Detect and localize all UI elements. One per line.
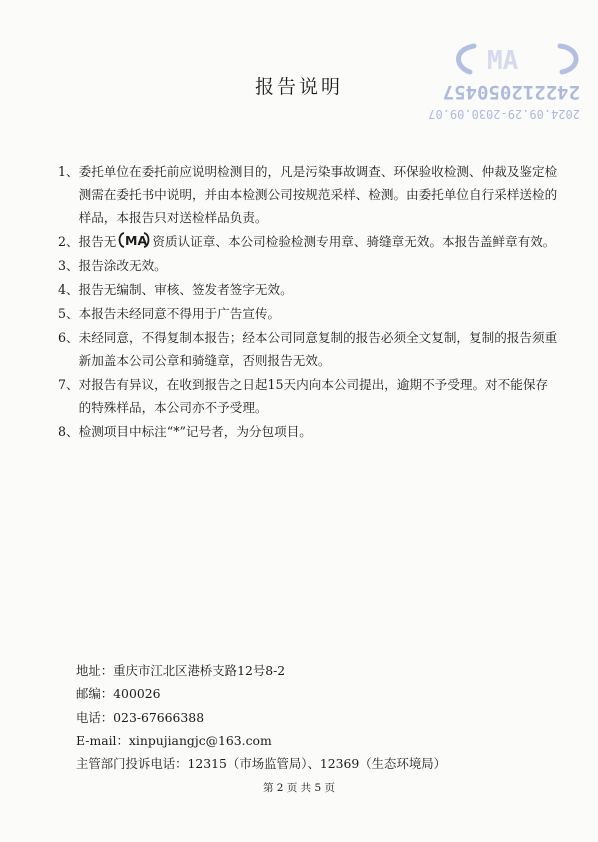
list-item xyxy=(58,302,558,325)
list-item xyxy=(58,160,558,229)
stamp-validity: 2024.09.29-2030.09.07 xyxy=(428,107,580,121)
phone: 电话：023-67666388 xyxy=(76,709,205,725)
postcode: 邮编：400026 xyxy=(76,686,161,702)
item-text: 未经同意，不得复制本报告；经本公司同意复制的报告必须全文复制，复制的报告须重新加盖本公司公章和骑缝章，否则报告无效。 xyxy=(78,330,558,368)
list-item xyxy=(58,254,558,277)
page-title: 报告说明 xyxy=(254,76,343,98)
list-item xyxy=(58,278,558,301)
item-number: 3、 xyxy=(58,258,79,273)
notes-list xyxy=(58,160,558,444)
item-text-before-logo: 报告无 xyxy=(78,234,117,249)
item-text: 检测项目中标注“*”记号者，为分包项目。 xyxy=(78,424,312,439)
cma-logo-text: MA xyxy=(125,233,148,248)
list-item xyxy=(58,420,558,443)
contact-info xyxy=(76,659,556,775)
item-text: 报告无编制、审核、签发者签字无效。 xyxy=(78,282,293,297)
page-footer: 第 2 页 共 5 页 xyxy=(262,782,336,794)
list-item xyxy=(58,326,558,372)
item-text xyxy=(79,230,558,253)
complaint-hotline: 主管部门投诉电话：12315（市场监管局）、12369（生态环境局） xyxy=(76,756,447,772)
list-item xyxy=(58,373,558,419)
email: E-mail：xinpujiangjc@163.com xyxy=(76,732,272,748)
item-number: 7、 xyxy=(58,377,79,392)
item-text: 本报告未经同意不得用于广告宣传。 xyxy=(78,306,281,321)
item-number: 8、 xyxy=(58,424,79,439)
item-number: 1、 xyxy=(58,164,79,179)
item-text-after-logo: 资质认证章、本公司检验检测专用章、骑缝章无效。本报告盖鲜章有效。 xyxy=(152,234,556,249)
list-item xyxy=(58,230,558,253)
item-text: 对报告有异议，在收到报告之日起15天内向本公司提出，逾期不予受理。对不能保存的特殊样品，本公司亦不予受理。 xyxy=(78,377,549,415)
cma-logo-icon xyxy=(117,231,151,249)
item-text: 报告涂改无效。 xyxy=(78,258,167,273)
item-number: 4、 xyxy=(58,282,79,297)
item-number: 5、 xyxy=(58,306,79,321)
stamp-number: 242212050457 xyxy=(442,81,580,103)
item-number: 6、 xyxy=(58,330,79,345)
address: 地址：重庆市江北区港桥支路12号8-2 xyxy=(76,663,286,678)
item-number: 2、 xyxy=(58,234,79,249)
stamp-logo-text: MA xyxy=(487,46,519,76)
item-text: 委托单位在委托前应说明检测目的，凡是污染事故调查、环保验收检测、仲裁及鉴定检测需在委托书中说明，并由本检测公司按规范采样、检测。由委托单位自行采样送检的样品，本报告只对送检样品负责。 xyxy=(78,164,558,225)
